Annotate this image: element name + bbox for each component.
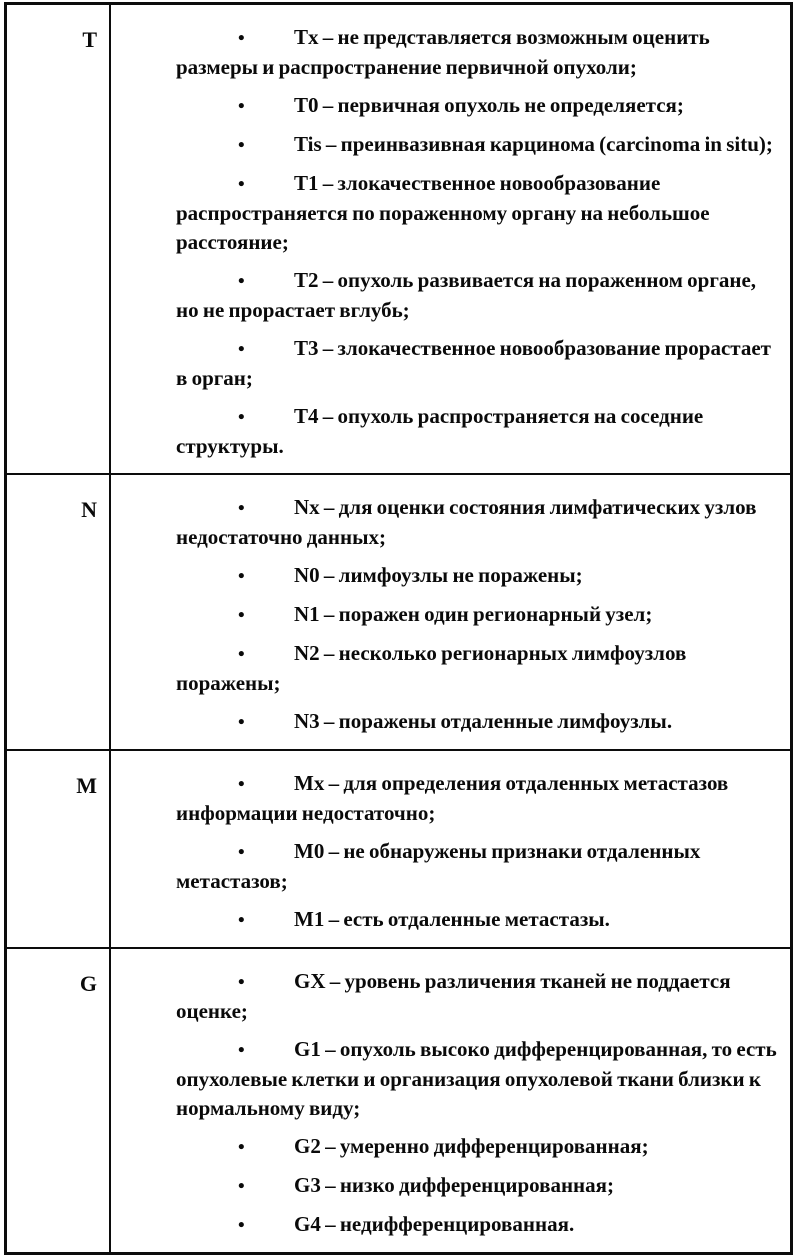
list-item-text: N1 – поражен один регионарный узел;: [294, 602, 653, 626]
list-item: [176, 769, 780, 828]
bullet-icon: •: [238, 28, 245, 49]
list-item: [176, 639, 780, 698]
list-item: [176, 967, 780, 1026]
row-key-label: N: [81, 497, 97, 522]
list-item-text: N3 – поражены отдаленные лимфоузлы.: [294, 709, 673, 733]
list-item-text: M1 – есть отдаленные метастазы.: [294, 907, 610, 931]
bullet-icon: •: [238, 1137, 245, 1158]
row-key-label: G: [79, 971, 97, 996]
list-item-text: T4 – опухоль распространяется на соседние структуры.: [176, 404, 704, 458]
list-item: [176, 1171, 780, 1201]
bullet-icon: •: [238, 339, 245, 360]
list-item-text: N0 – лимфоузлы не поражены;: [294, 563, 583, 587]
list-item: [176, 1132, 780, 1162]
table-row-m: [6, 750, 792, 948]
list-item: [176, 130, 780, 160]
row-items-cell: [110, 4, 792, 475]
list-item-text: G2 – умеренно дифференцированная;: [294, 1134, 649, 1158]
table-row-n: [6, 474, 792, 750]
bullet-icon: •: [238, 174, 245, 195]
document-page: [0, 2, 800, 1236]
list-item: [176, 600, 780, 630]
bullet-icon: •: [238, 605, 245, 626]
list-item-text: Tx – не представляется возможным оценить размеры и распространение первичной опухоли;: [176, 25, 710, 79]
bullet-icon: •: [238, 1176, 245, 1197]
list-item-text: T0 – первичная опухоль не определяется;: [294, 93, 684, 117]
table-row-t: [6, 4, 792, 475]
list-item: [176, 334, 780, 393]
list-item: [176, 837, 780, 896]
bullet-icon: •: [238, 1215, 245, 1236]
row-key-cell: [6, 474, 111, 750]
list-item: [176, 91, 780, 121]
row-key-cell: [6, 948, 111, 1254]
bullet-icon: •: [238, 644, 245, 665]
list-item-text: Nx – для оценки состояния лимфатических узлов недостаточно данных;: [176, 495, 757, 549]
bullet-icon: •: [238, 566, 245, 587]
list-item-text: Mx – для определения отдаленных метастазов информации недостаточно;: [176, 771, 729, 825]
list-item: [176, 23, 780, 82]
list-item-text: GX – уровень различения тканей не поддается оценке;: [176, 969, 731, 1023]
bullet-icon: •: [238, 1040, 245, 1061]
list-item: [176, 169, 780, 257]
bullet-icon: •: [238, 96, 245, 117]
row-key-cell: [6, 4, 111, 475]
row-items-cell: [110, 750, 792, 948]
bullet-icon: •: [238, 712, 245, 733]
bullet-icon: •: [238, 774, 245, 795]
list-item: [176, 1035, 780, 1123]
bullet-icon: •: [238, 910, 245, 931]
bullet-icon: •: [238, 271, 245, 292]
tnm-classification-table: [4, 2, 793, 1255]
list-item-text: G4 – недифференцированная.: [294, 1212, 575, 1236]
row-key-label: M: [76, 773, 97, 798]
row-items-cell: [110, 948, 792, 1254]
list-item-text: G1 – опухоль высоко дифференцированная, то есть опухолевые клетки и организация опухолевой ткани близки к нормальному виду;: [176, 1037, 777, 1120]
table-row-g: [6, 948, 792, 1254]
list-item: [176, 402, 780, 461]
list-item: [176, 266, 780, 325]
list-item-text: Tis – преинвазивная карцинома (carcinoma in situ);: [294, 132, 773, 156]
bullet-icon: •: [238, 842, 245, 863]
list-item: [176, 707, 780, 737]
bullet-icon: •: [238, 498, 245, 519]
bullet-icon: •: [238, 135, 245, 156]
list-item-text: M0 – не обнаружены признаки отдаленных метастазов;: [176, 839, 701, 893]
list-item-text: T2 – опухоль развивается на пораженном органе, но не прорастает вглубь;: [176, 268, 757, 322]
list-item: [176, 561, 780, 591]
list-item-text: G3 – низко дифференцированная;: [294, 1173, 614, 1197]
bullet-icon: •: [238, 972, 245, 993]
bullet-icon: •: [238, 407, 245, 428]
list-item: [176, 1210, 780, 1240]
list-item-text: T3 – злокачественное новообразование прорастает в орган;: [176, 336, 772, 390]
row-key-cell: [6, 750, 111, 948]
list-item-text: N2 – несколько регионарных лимфоузлов поражены;: [176, 641, 687, 695]
list-item: [176, 905, 780, 935]
list-item: [176, 493, 780, 552]
row-items-cell: [110, 474, 792, 750]
list-item-text: T1 – злокачественное новообразование распространяется по пораженному органу на небольшое расстояние;: [176, 171, 710, 254]
row-key-label: T: [82, 27, 97, 52]
